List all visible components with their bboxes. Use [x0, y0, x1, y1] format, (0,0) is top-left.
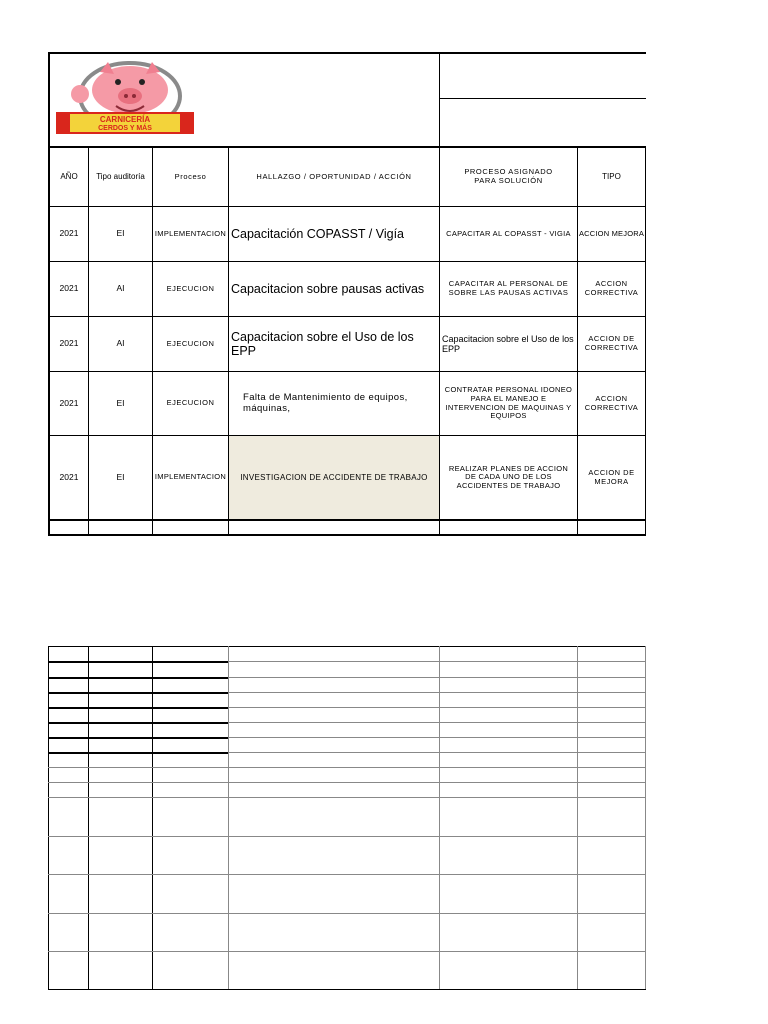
row1-process: IMPLEMENTACION [154, 228, 227, 238]
row5-type: ACCION DE MEJORA [588, 467, 635, 486]
header-audit-type: Tipo auditoría [96, 172, 145, 182]
row3-process: EJECUCION [166, 338, 215, 348]
row2-type: ACCION CORRECTIVA [584, 279, 639, 297]
row3-solution: Capacitacion sobre el Uso de los EPP [442, 333, 574, 354]
butcher-shop-logo [54, 60, 196, 138]
row5-process: IMPLEMENTACION [154, 472, 227, 482]
row1-solution: CAPACITAR AL COPASST - VIGIA [446, 228, 571, 238]
row1-finding: Capacitación COPASST / Vigía [231, 226, 405, 241]
row2-solution: CAPACITAR AL PERSONAL DE SOBRE LAS PAUSAS ACTIVAS [448, 279, 569, 297]
header-finding: HALLAZGO / OPORTUNIDAD / ACCIÓN [256, 171, 412, 181]
header-assigned-process: PROCESO ASIGNADO PARA SOLUCIÓN [464, 167, 553, 185]
row2-year: 2021 [59, 283, 79, 294]
row4-audit-type: EI [116, 397, 125, 408]
row4-year: 2021 [59, 397, 79, 408]
row1-year: 2021 [59, 228, 79, 239]
row3-year: 2021 [59, 338, 79, 349]
row3-type: ACCION DE CORRECTIVA [584, 334, 639, 352]
row1-audit-type: EI [116, 228, 125, 239]
row1-type: ACCION MEJORA [578, 228, 645, 238]
row4-process: EJECUCION [166, 398, 215, 408]
header-type: TIPO [602, 172, 621, 182]
row2-audit-type: AI [116, 283, 125, 294]
row5-audit-type: EI [116, 471, 125, 482]
row2-finding: Capacitacion sobre pausas activas [231, 281, 425, 296]
logo-text-line1: CARNICERÍA [99, 115, 151, 124]
row3-finding: Capacitacion sobre el Uso de los EPP [231, 329, 414, 358]
row3-audit-type: AI [116, 338, 125, 349]
row4-solution: CONTRATAR PERSONAL IDONEO PARA EL MANEJO E INTERVENCION DE MAQUINAS Y EQUIPOS [444, 385, 573, 421]
row5-solution: REALIZAR PLANES DE ACCION DE CADA UNO DE LOS ACCIDENTES DE TRABAJO [448, 463, 569, 490]
logo-text-line2: CERDOS Y MÁS [98, 125, 152, 132]
header-process: Proceso [174, 171, 207, 181]
row4-type: ACCION CORRECTIVA [584, 393, 639, 412]
row5-finding: INVESTIGACION DE ACCIDENTE DE TRABAJO [240, 472, 428, 482]
row2-process: EJECUCION [166, 283, 215, 293]
row5-year: 2021 [59, 471, 79, 482]
header-year: AÑO [60, 172, 78, 182]
row4-finding: Falta de Mantenimiento de equipos, máquinas, [243, 391, 408, 414]
